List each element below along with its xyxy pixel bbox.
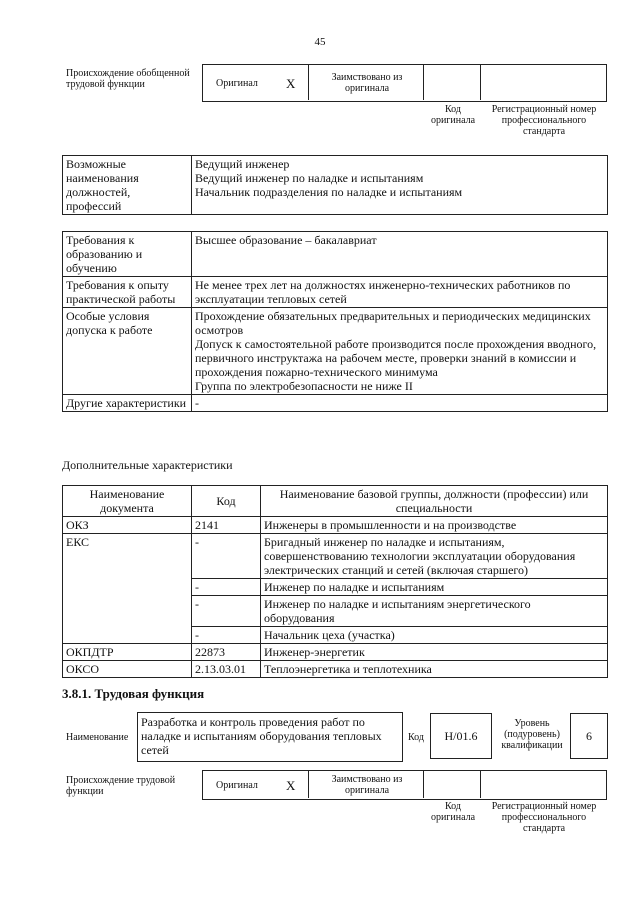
row-name: Инженеры в промышленности и на производстве xyxy=(261,517,608,534)
req-label: Особые условия допуска к работе xyxy=(63,308,192,395)
origin2-label: Происхождение трудовой функции xyxy=(66,775,176,797)
additional-title: Дополнительные характеристики xyxy=(62,458,233,472)
header-document: Наименование документа xyxy=(63,486,192,517)
function-name-value: Разработка и контроль проведения работ по наладке и испытаниям оборудования тепловых сетей xyxy=(137,712,403,762)
additional-table xyxy=(62,485,608,678)
header-name: Наименование базовой группы, должности (профессии) или специальности xyxy=(261,486,608,517)
row-name: Инженер по наладке и испытаниям xyxy=(261,579,608,596)
borrowed-label: Заимствовано из оригинала xyxy=(331,774,403,796)
function-level-value: 6 xyxy=(570,713,608,759)
names-value: Ведущий инженер xyxy=(195,157,290,171)
function-name-label: Наименование xyxy=(66,732,129,743)
req-value: Допуск к самостоятельной работе производится после прохождения вводного, первичного инструктажа на рабочем месте, проверки знаний в комиссии и прохождения пожарно-технического минимума xyxy=(195,337,597,379)
row-code: - xyxy=(192,534,261,579)
names-label: Возможные наименования должностей, профессий xyxy=(63,156,192,215)
names-values xyxy=(192,156,608,215)
original-x-mark: X xyxy=(286,778,296,793)
names-value: Начальник подразделения по наладке и испытаниям xyxy=(195,185,463,199)
names-table xyxy=(62,155,608,215)
origin-table xyxy=(202,64,607,102)
header-code: Код xyxy=(192,486,261,517)
row-code: 2141 xyxy=(192,517,261,534)
req-value: - xyxy=(192,395,608,412)
req-label: Требования к опыту практической работы xyxy=(63,277,192,308)
code-original-label: Код оригинала xyxy=(430,104,476,126)
borrowed-label: Заимствовано из оригинала xyxy=(331,72,403,94)
row-name: Инженер по наладке и испытаниям энергетического оборудования xyxy=(261,596,608,627)
req-values xyxy=(192,308,608,395)
function-level-label: Уровень (подуровень) квалификации xyxy=(501,718,563,751)
original-label: Оригинал xyxy=(216,78,258,89)
row-name: Теплоэнергетика и теплотехника xyxy=(261,661,608,678)
function-code-value: Н/01.6 xyxy=(430,713,492,759)
row-code: 2.13.03.01 xyxy=(192,661,261,678)
origin2-table xyxy=(202,770,607,800)
row-code: - xyxy=(192,627,261,644)
req-value: Группа по электробезопасности не ниже II xyxy=(195,379,413,393)
row-code: - xyxy=(192,579,261,596)
table-row xyxy=(63,644,608,661)
table-row xyxy=(63,661,608,678)
req-label: Другие характеристики xyxy=(63,395,192,412)
table-row xyxy=(63,534,608,579)
row-name: Начальник цеха (участка) xyxy=(261,627,608,644)
row-doc: ЕКС xyxy=(63,534,192,644)
original-label: Оригинал xyxy=(216,780,258,791)
row-code: 22873 xyxy=(192,644,261,661)
req-value: Высшее образование – бакалавриат xyxy=(192,232,608,277)
req-label: Требования к образованию и обучению xyxy=(63,232,192,277)
req-value: Не менее трех лет на должностях инженерно-технических работников по эксплуатации тепловых сетей xyxy=(192,277,608,308)
function-heading: 3.8.1. Трудовая функция xyxy=(62,686,205,701)
table-row xyxy=(63,517,608,534)
row-code: - xyxy=(192,596,261,627)
row-name: Инженер-энергетик xyxy=(261,644,608,661)
row-doc: ОКЗ xyxy=(63,517,192,534)
original-x-mark: X xyxy=(286,76,296,91)
row-doc: ОКПДТР xyxy=(63,644,192,661)
origin-label: Происхождение обобщенной трудовой функции xyxy=(66,68,190,90)
reg-number-label: Регистрационный номер профессионального стандарта xyxy=(491,801,597,834)
row-name: Бригадный инженер по наладке и испытаниям, совершенствованию технологии эксплуатации оборудования электрических станций и сетей (включая старшего) xyxy=(261,534,608,579)
row-doc: ОКСО xyxy=(63,661,192,678)
names-value: Ведущий инженер по наладке и испытаниям xyxy=(195,171,424,185)
code-original-label: Код оригинала xyxy=(430,801,476,823)
requirements-table xyxy=(62,231,608,412)
reg-number-label: Регистрационный номер профессионального стандарта xyxy=(491,104,597,137)
function-code-label: Код xyxy=(408,732,424,743)
req-value: Прохождение обязательных предварительных и периодических медицинских осмотров xyxy=(195,309,591,337)
page-number: 45 xyxy=(314,36,326,48)
